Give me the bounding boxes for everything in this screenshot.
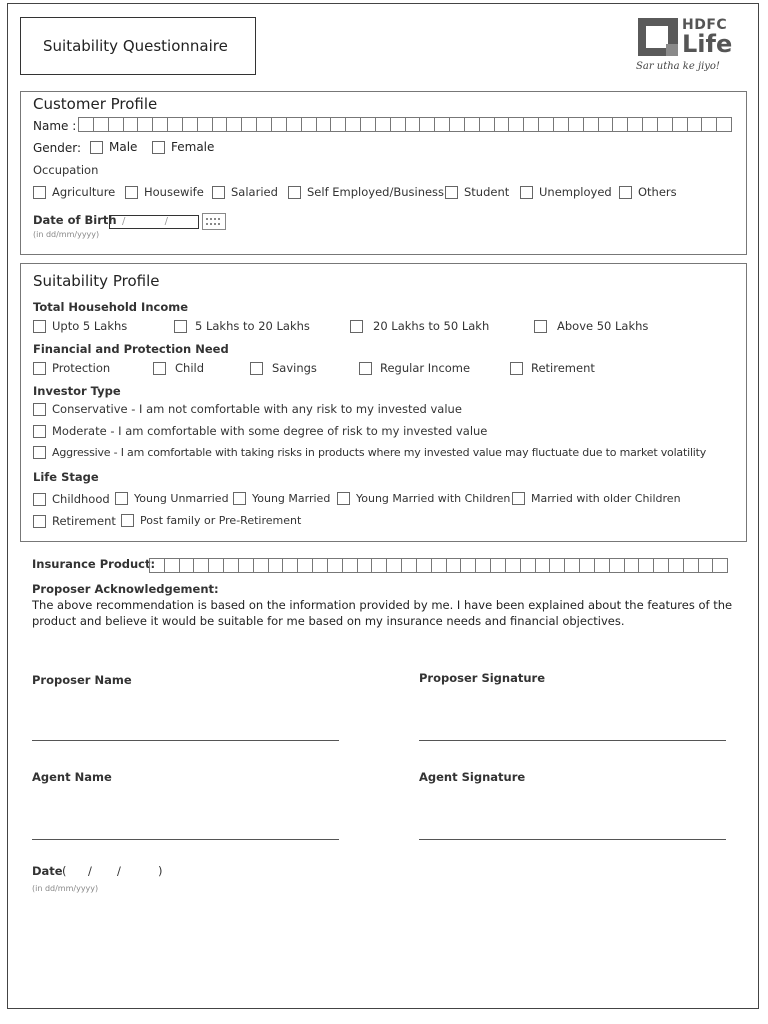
- investor-option[interactable]: [33, 402, 462, 416]
- character-cell[interactable]: [253, 558, 268, 573]
- character-cell[interactable]: [301, 117, 316, 132]
- character-cell[interactable]: [152, 117, 167, 132]
- life-stage-checkbox[interactable]: [115, 492, 128, 505]
- investor-option-label: Conservative - I am not comfortable with any risk to my invested value: [52, 402, 462, 416]
- gender-female-option[interactable]: [152, 140, 214, 154]
- character-cell[interactable]: [520, 558, 535, 573]
- character-cell[interactable]: [612, 117, 627, 132]
- character-cell[interactable]: [282, 558, 297, 573]
- date-open-paren: (: [62, 864, 67, 878]
- character-cell[interactable]: [226, 117, 241, 132]
- character-cell[interactable]: [701, 117, 716, 132]
- life-stage-option-label: Young Married with Children: [356, 492, 511, 505]
- insurance-product-input[interactable]: [149, 558, 728, 573]
- investor-option[interactable]: [33, 424, 487, 438]
- need-option[interactable]: [153, 361, 204, 375]
- character-cell[interactable]: [182, 117, 197, 132]
- character-cell[interactable]: [460, 558, 475, 573]
- character-cell[interactable]: [553, 117, 568, 132]
- character-cell[interactable]: [642, 117, 657, 132]
- agent-name-label: Agent Name: [32, 770, 112, 784]
- occupation-option[interactable]: [520, 185, 612, 199]
- character-cell[interactable]: [624, 558, 639, 573]
- name-input[interactable]: [78, 117, 732, 132]
- occupation-checkbox[interactable]: [33, 186, 46, 199]
- date-hint: (in dd/mm/yyyy): [32, 884, 99, 893]
- character-cell[interactable]: [271, 117, 286, 132]
- character-cell[interactable]: [416, 558, 431, 573]
- agent-name-line[interactable]: [32, 839, 339, 840]
- character-cell[interactable]: [193, 558, 208, 573]
- income-option[interactable]: [33, 319, 127, 333]
- gender-female-checkbox[interactable]: [152, 141, 165, 154]
- character-cell[interactable]: [494, 117, 509, 132]
- income-label: Total Household Income: [33, 300, 189, 314]
- character-cell[interactable]: [312, 558, 327, 573]
- gender-label: Gender:: [33, 141, 82, 155]
- life-stage-option-label: Childhood: [52, 492, 110, 506]
- life-stage-option[interactable]: [233, 492, 330, 505]
- character-cell[interactable]: [256, 117, 271, 132]
- suitability-profile-title: Suitability Profile: [33, 272, 160, 290]
- occupation-checkbox[interactable]: [288, 186, 301, 199]
- investor-checkbox[interactable]: [33, 425, 46, 438]
- character-cell[interactable]: [627, 117, 642, 132]
- character-cell[interactable]: [579, 558, 594, 573]
- occupation-checkbox[interactable]: [520, 186, 533, 199]
- character-cell[interactable]: [179, 558, 194, 573]
- character-cell[interactable]: [490, 558, 505, 573]
- need-option[interactable]: [33, 361, 110, 375]
- character-cell[interactable]: [716, 117, 732, 132]
- date-slash: /: [117, 864, 121, 878]
- proposer-name-line[interactable]: [32, 740, 339, 741]
- character-cell[interactable]: [241, 117, 256, 132]
- character-cell[interactable]: [535, 558, 550, 573]
- occupation-option[interactable]: [288, 185, 444, 199]
- acknowledgement-text: The above recommendation is based on the information provided by me. I have been explained about the features of the product and believe it would be suitable for me based on my insurance needs and financial objectives.: [32, 598, 733, 628]
- character-cell[interactable]: [549, 558, 564, 573]
- character-cell[interactable]: [434, 117, 449, 132]
- logo-tagline: Sar utha ke jiyo!: [636, 61, 720, 72]
- suitability-profile-section: [20, 263, 747, 542]
- income-checkbox[interactable]: [33, 320, 46, 333]
- character-cell[interactable]: [583, 117, 598, 132]
- agent-signature-label: Agent Signature: [419, 770, 526, 784]
- character-cell[interactable]: [401, 558, 416, 573]
- character-cell[interactable]: [375, 117, 390, 132]
- character-cell[interactable]: [672, 117, 687, 132]
- occupation-option-label: Agriculture: [52, 185, 116, 199]
- proposer-name-label: Proposer Name: [32, 673, 132, 687]
- occupation-option[interactable]: [212, 185, 278, 199]
- character-cell[interactable]: [698, 558, 713, 573]
- form-title: Suitability Questionnaire: [43, 37, 228, 55]
- customer-profile-section: [20, 91, 747, 255]
- life-stage-option-label: Married with older Children: [531, 492, 681, 505]
- character-cell[interactable]: [330, 117, 345, 132]
- gender-male-label: Male: [109, 140, 138, 154]
- character-cell[interactable]: [108, 117, 123, 132]
- occupation-option[interactable]: [33, 185, 115, 199]
- life-stage-checkbox[interactable]: [233, 492, 246, 505]
- occupation-option-label: Salaried: [231, 185, 278, 199]
- investor-option-label: Moderate - I am comfortable with some degree of risk to my invested value: [52, 424, 488, 438]
- acknowledgement-title: Proposer Acknowledgement:: [32, 582, 219, 596]
- character-cell[interactable]: [357, 558, 372, 573]
- character-cell[interactable]: [149, 558, 164, 573]
- character-cell[interactable]: [212, 117, 227, 132]
- character-cell[interactable]: [208, 558, 223, 573]
- character-cell[interactable]: [123, 117, 138, 132]
- dob-hint: (in dd/mm/yyyy): [33, 230, 100, 239]
- character-cell[interactable]: [538, 117, 553, 132]
- date-label: Date: [32, 864, 63, 878]
- income-option-label: 5 Lakhs to 20 Lakhs: [195, 319, 310, 333]
- character-cell[interactable]: [475, 558, 490, 573]
- character-cell[interactable]: [93, 117, 108, 132]
- occupation-option[interactable]: [125, 185, 204, 199]
- character-cell[interactable]: [508, 117, 523, 132]
- income-option[interactable]: [534, 319, 648, 333]
- gender-female-label: Female: [171, 140, 215, 154]
- income-checkbox[interactable]: [534, 320, 547, 333]
- income-option-label: Above 50 Lakhs: [557, 319, 649, 333]
- occupation-option-label: Self Employed/Business: [307, 185, 445, 199]
- character-cell[interactable]: [327, 558, 342, 573]
- life-stage-checkbox[interactable]: [33, 493, 46, 506]
- name-label: Name :: [33, 119, 77, 133]
- title-box: [20, 17, 256, 75]
- character-cell[interactable]: [316, 117, 331, 132]
- character-cell[interactable]: [449, 117, 464, 132]
- dob-input[interactable]: / /: [109, 215, 199, 229]
- income-option[interactable]: [174, 319, 310, 333]
- life-stage-option[interactable]: [121, 514, 301, 527]
- occupation-checkbox[interactable]: [445, 186, 458, 199]
- income-checkbox[interactable]: [350, 320, 363, 333]
- need-option-label: Regular Income: [380, 361, 471, 375]
- life-stage-option-label: Young Married: [252, 492, 331, 505]
- occupation-option-label: Unemployed: [539, 185, 612, 199]
- life-stage-option[interactable]: [337, 492, 510, 505]
- investor-label: Investor Type: [33, 384, 121, 398]
- character-cell[interactable]: [167, 117, 182, 132]
- character-cell[interactable]: [609, 558, 624, 573]
- insurance-product-label: Insurance Product:: [32, 557, 156, 571]
- agent-signature-line[interactable]: [419, 839, 726, 840]
- life-stage-option[interactable]: [33, 514, 116, 528]
- character-cell[interactable]: [297, 558, 312, 573]
- occupation-label: Occupation: [33, 163, 99, 177]
- investor-checkbox[interactable]: [33, 403, 46, 416]
- character-cell[interactable]: [137, 117, 152, 132]
- occupation-option-label: Housewife: [144, 185, 204, 199]
- character-cell[interactable]: [479, 117, 494, 132]
- life-stage-label: Life Stage: [33, 470, 99, 484]
- need-option[interactable]: [510, 361, 595, 375]
- character-cell[interactable]: [653, 558, 668, 573]
- character-cell[interactable]: [419, 117, 434, 132]
- character-cell[interactable]: [164, 558, 179, 573]
- life-stage-checkbox[interactable]: [121, 514, 134, 527]
- character-cell[interactable]: [371, 558, 386, 573]
- occupation-checkbox[interactable]: [619, 186, 632, 199]
- life-stage-option-label: Post family or Pre-Retirement: [140, 514, 302, 527]
- character-cell[interactable]: [568, 117, 583, 132]
- character-cell[interactable]: [390, 117, 405, 132]
- character-cell[interactable]: [238, 558, 253, 573]
- character-cell[interactable]: [523, 117, 538, 132]
- character-cell[interactable]: [405, 117, 420, 132]
- character-cell[interactable]: [197, 117, 212, 132]
- character-cell[interactable]: [360, 117, 375, 132]
- date-input[interactable]: [68, 862, 158, 878]
- character-cell[interactable]: [712, 558, 728, 573]
- need-checkbox[interactable]: [250, 362, 263, 375]
- occupation-option-label: Others: [638, 185, 677, 199]
- need-checkbox[interactable]: [153, 362, 166, 375]
- calendar-icon[interactable]: [202, 213, 226, 230]
- character-cell[interactable]: [345, 117, 360, 132]
- character-cell[interactable]: [286, 117, 301, 132]
- customer-profile-title: Customer Profile: [33, 95, 158, 113]
- life-stage-option[interactable]: [115, 492, 229, 505]
- life-stage-option[interactable]: [33, 492, 110, 506]
- need-checkbox[interactable]: [33, 362, 46, 375]
- character-cell[interactable]: [386, 558, 401, 573]
- character-cell[interactable]: [505, 558, 520, 573]
- occupation-checkbox[interactable]: [125, 186, 138, 199]
- occupation-option[interactable]: [619, 185, 677, 199]
- life-stage-option[interactable]: [512, 492, 681, 505]
- proposer-signature-line[interactable]: [419, 740, 726, 741]
- character-cell[interactable]: [78, 117, 93, 132]
- character-cell[interactable]: [594, 558, 609, 573]
- need-option-label: Savings: [272, 361, 317, 375]
- occupation-checkbox[interactable]: [212, 186, 225, 199]
- investor-option-label: Aggressive - I am comfortable with taking risks in products where my invested value may fluctuate due to market volatility: [52, 446, 707, 459]
- need-option[interactable]: [250, 361, 317, 375]
- need-option-label: Retirement: [531, 361, 595, 375]
- gender-male-checkbox[interactable]: [90, 141, 103, 154]
- occupation-option[interactable]: [445, 185, 509, 199]
- need-option-label: Protection: [52, 361, 111, 375]
- character-cell[interactable]: [598, 117, 613, 132]
- date-close-paren: ): [158, 864, 163, 878]
- need-label: Financial and Protection Need: [33, 342, 229, 356]
- character-cell[interactable]: [431, 558, 446, 573]
- proposer-signature-label: Proposer Signature: [419, 671, 546, 685]
- logo-brand: HDFC: [682, 17, 728, 33]
- character-cell[interactable]: [268, 558, 283, 573]
- income-option-label: 20 Lakhs to 50 Lakh: [373, 319, 490, 333]
- need-checkbox[interactable]: [510, 362, 523, 375]
- life-stage-option-label: Retirement: [52, 514, 116, 528]
- life-stage-checkbox[interactable]: [33, 515, 46, 528]
- character-cell[interactable]: [668, 558, 683, 573]
- character-cell[interactable]: [638, 558, 653, 573]
- need-checkbox[interactable]: [359, 362, 372, 375]
- character-cell[interactable]: [446, 558, 461, 573]
- character-cell[interactable]: [342, 558, 357, 573]
- investor-option[interactable]: [33, 446, 706, 459]
- dob-label: Date of Birth: [33, 213, 117, 227]
- form-page: [7, 3, 759, 1009]
- income-checkbox[interactable]: [174, 320, 187, 333]
- character-cell[interactable]: [687, 117, 702, 132]
- need-option-label: Child: [175, 361, 205, 375]
- income-option[interactable]: [350, 319, 489, 333]
- date-slash: /: [88, 864, 92, 878]
- investor-checkbox[interactable]: [33, 446, 46, 459]
- occupation-option-label: Student: [464, 185, 510, 199]
- character-cell[interactable]: [683, 558, 698, 573]
- gender-male-option[interactable]: [90, 140, 137, 154]
- hdfc-life-logo: [636, 16, 746, 78]
- character-cell[interactable]: [223, 558, 238, 573]
- life-stage-checkbox[interactable]: [337, 492, 350, 505]
- character-cell[interactable]: [564, 558, 579, 573]
- life-stage-option-label: Young Unmarried: [134, 492, 229, 505]
- logo-word: Life: [682, 30, 733, 58]
- character-cell[interactable]: [464, 117, 479, 132]
- income-option-label: Upto 5 Lakhs: [52, 319, 128, 333]
- character-cell[interactable]: [657, 117, 672, 132]
- life-stage-checkbox[interactable]: [512, 492, 525, 505]
- logo-mark-icon: [638, 18, 678, 56]
- need-option[interactable]: [359, 361, 470, 375]
